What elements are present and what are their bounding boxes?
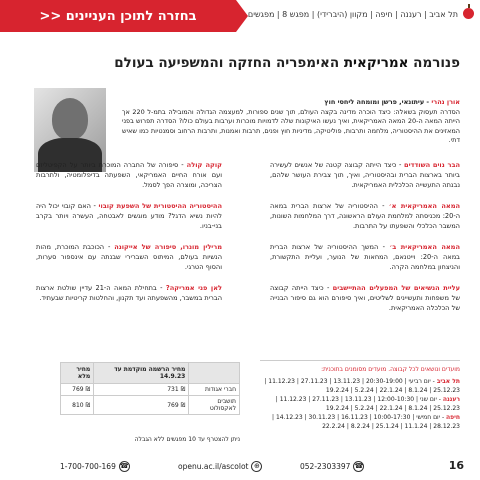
price-header-row — [61, 363, 240, 384]
lecturer-block — [122, 98, 460, 146]
title-accent: אמריקאית — [343, 55, 409, 71]
lesson-item — [36, 201, 222, 231]
lesson-item — [270, 283, 460, 313]
schedule-text: - יום שני | 12:00-10:30 | 13.11.23 | 27.11.23 | 11.12.23 | 25.12.23 | 8.1.24 | 22.1.24 | 5.2.24 | 19.2.24 — [275, 396, 460, 412]
lecturer-photo-head — [52, 98, 88, 140]
title-prefix: פנורמה — [408, 55, 460, 71]
lesson-title: המאה האמריקאית ב׳ — [389, 243, 460, 251]
price-early: ₪ 731 — [94, 384, 189, 396]
top-bar — [0, 0, 480, 32]
back-to-contents-button[interactable] — [0, 0, 236, 32]
lecturer-bio: הסדרה תעסוק בשאלה: כיצד הוכרה מדינה בקצה העולם, תוך שנים ספורות, למעצמה הגדולה והמובילה בתמ-ל 220 אך הייתה המאה ה-20 המאה האמריקאית, ואיך נעשו האיקונות שלה לדמויות מוכרות וערבות בעולם כולו? הסדרה תפרוש בפני המאזינים את ההיסטוריה, מלחמה ותרבות, פוליטיקה, מדיניות חוץ ופנים, תרבות ואמנות, ותרבות הרחוב וסמנטיות כמו שאיש דתי. — [122, 107, 461, 144]
price-header-cell — [189, 363, 240, 384]
title-suffix: האימפריה החזקה והמשפיעה בעולם — [114, 55, 344, 71]
footer — [0, 455, 480, 477]
schedule-city: חיפה — [446, 414, 460, 421]
lesson-text: - המשך ההיסטוריה של ארצות הברית במאה ה-20: וייטנאם, המחאות של הנוער, ועליית התקשורת, והניצחון במלחמה הקרה. — [270, 243, 460, 271]
phone-number: 052-2303397 — [300, 462, 351, 471]
schedule-block — [260, 360, 460, 431]
lesson-item — [36, 283, 222, 303]
price-full: ₪ 769 — [61, 384, 94, 396]
lesson-item — [36, 160, 222, 190]
phone-link[interactable] — [300, 461, 364, 472]
schedule-heading: מועדים ונושאים לכל קבוצה. מועדים מסומנים בתוכנית: — [260, 360, 460, 374]
lesson-item — [270, 160, 460, 190]
schedule-city: תל אביב — [436, 378, 460, 385]
price-header-cell: מחיר מלא — [61, 363, 94, 384]
schedule-row — [260, 413, 460, 431]
lesson-text: - כיצד הייתה קבוצה קטנה של אנשים לעשירה ביותר בארצות הברית ובהיסטוריה, ואיך, תוך צבירת העושר שלהם, נבנתה התעשייה הכלכלית האמריקאית. — [270, 161, 460, 189]
price-full: ₪ 810 — [61, 396, 94, 415]
page-title — [114, 55, 460, 71]
price-header-cell: מחיר הרשמה מוקדמת עד 14.9.23 — [94, 363, 189, 384]
table-row — [61, 396, 240, 415]
lesson-text: - ההיסטוריה של ארצות הברית במאה ה-20: מכניסתה למלחמת העולם הראשונה, דרך המלחמות השונות, המשבר הכלכלי והשפעתו על התרבות. — [270, 202, 460, 230]
lesson-text: - הכוכבת המוכרת, מהות הנשיות בעולם, המיתוס השברירי שבנתה עם אינספור סערות, והסוף הטרגי. — [36, 243, 222, 271]
lecturer-name: אורן נהרי — [431, 98, 460, 106]
lesson-title: מרילין מונרו, סיפורה של אייקונה — [114, 243, 222, 251]
locations-line — [248, 10, 458, 19]
phone-icon: ☎ — [119, 462, 129, 470]
schedule-text: - יום חמישי | 10:00-17:30 | 16.11.23 | 30.11.23 | 14.12.23 | 28.12.23 | 11.1.24 | 25.1.24 | 8.2.24 | 22.2.24 — [272, 414, 460, 430]
lesson-text: - כיצד הייתה קבוצה של משפחות ותעשיינים לשליטים, ואיך סיפורם הוא גם סיפור הבנייה של הכלכלה האמריקאית. — [270, 284, 460, 312]
phone-number: 1-700-700-169 — [60, 462, 116, 471]
lesson-title: הבר נוים השודדים — [404, 161, 460, 169]
page-number: 16 — [448, 459, 464, 472]
phone-icon: ☎ — [354, 462, 364, 470]
lesson-item — [270, 242, 460, 272]
price-label: חברי אגודות — [189, 384, 240, 396]
lesson-text: - בתחילת המאה ה-21 עדיין שולטת ארצות הברית במשבר, מהשפעתה ועד תקנון, והחלטות קריטיות שבעתיד. — [36, 284, 222, 302]
lesson-text: - האם קובוי יכול היה להיות נשיא הדגל? מודע מוגשים לאבטחה, העשרה ויותר בקרב בני-בניו. — [36, 202, 222, 230]
schedule-city: רעננה — [442, 396, 460, 403]
lesson-title: ההיסטוריה ההיסטורית של השפעת קובוי — [98, 202, 222, 210]
table-row — [61, 384, 240, 396]
lesson-title: קוקה קולה — [186, 161, 222, 169]
schedule-row — [260, 395, 460, 413]
website-text: openu.ac.il/ascolot — [178, 462, 249, 471]
lecturer-role: - עיתונאי, פרשן ומומחה ליחסי חוץ — [324, 98, 432, 106]
lesson-text: - סיפורה של החברה המוכרת ביותר על הקפיטליזם ועם אורח החיים האמריקאי, השפעתה בדיפלומטיה, ולתרבות הצריכה, ומוצרה הפך לסמל. — [36, 161, 222, 189]
price-note: ניתן להצטרף עד 10 מפגשים ללא הגבלה — [134, 436, 240, 443]
locations-text: תל אביב | רעננה | חיפה | מקוון (היברידי) | מפגש 8 | מפגשים — [247, 10, 458, 19]
lesson-title: לאן פני אמריקה? — [165, 284, 222, 292]
price-early: ₪ 769 — [94, 396, 189, 415]
lessons-column-left — [36, 160, 222, 314]
back-to-contents-label: בחזרה לתוכן העניינים << — [39, 8, 197, 24]
lesson-item — [36, 242, 222, 272]
price-label: תושבים לאקסולוט — [189, 396, 240, 415]
globe-icon: ⊕ — [251, 461, 262, 472]
lesson-item — [270, 201, 460, 231]
website-link[interactable] — [178, 461, 262, 472]
lesson-title: עליית הנשיאים של המפעלים ההתיישבים — [332, 284, 460, 292]
lesson-title: המאה האמריקאית א׳ — [388, 202, 460, 210]
price-table — [60, 362, 240, 415]
phone-link[interactable] — [60, 461, 130, 472]
schedule-row — [260, 377, 460, 395]
lessons-column-right — [270, 160, 460, 324]
schedule-text: - יום רביעי | 20:30-19:00 | 13.11.23 | 27.11.23 | 11.12.23 | 25.12.23 | 8.1.24 | 22.1.24 | 5.2.24 | 19.2.24 — [264, 378, 460, 394]
apple-icon — [463, 8, 474, 19]
